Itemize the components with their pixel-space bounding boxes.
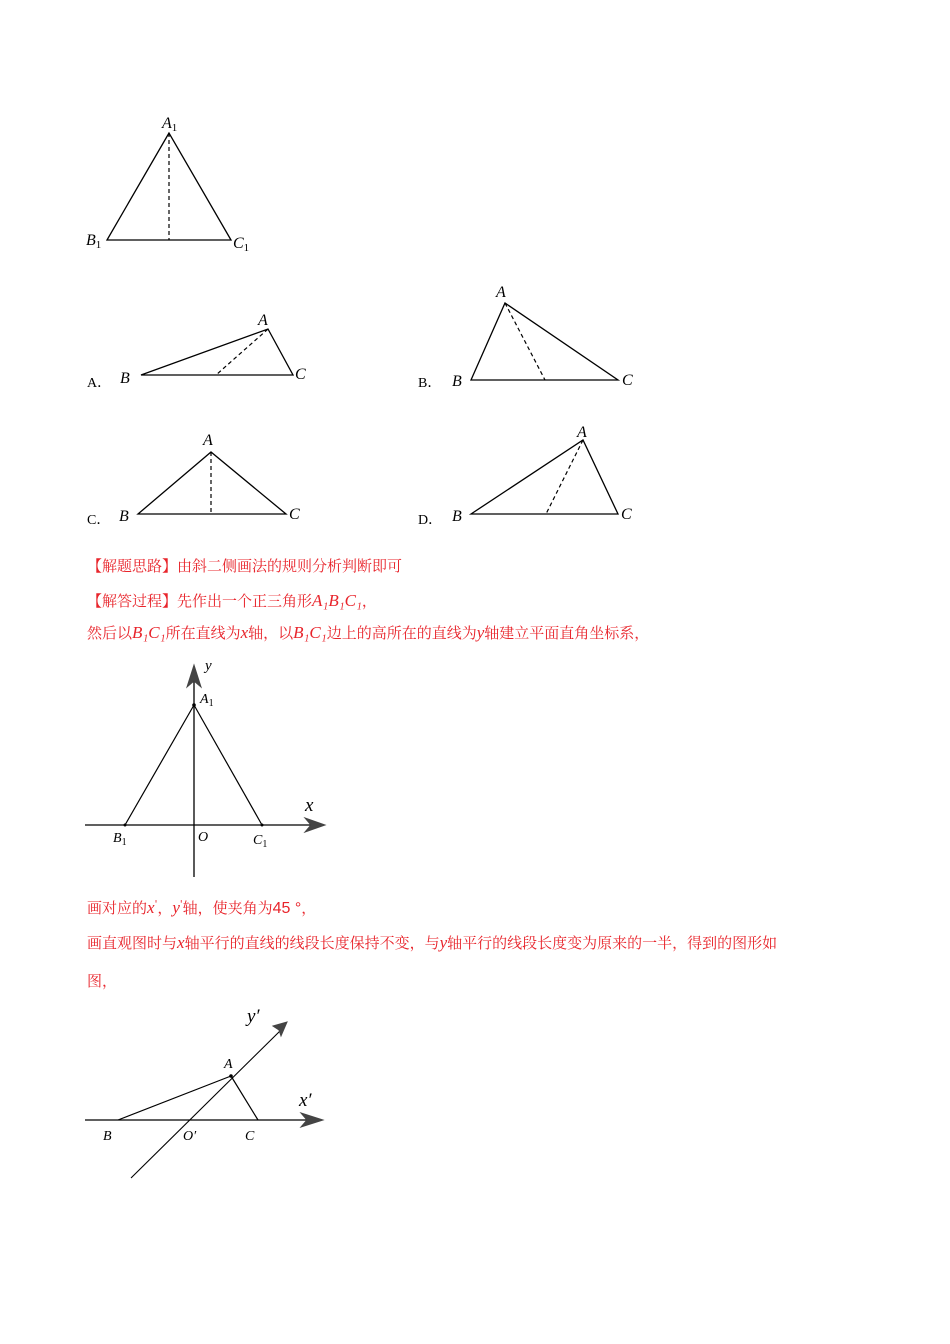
line2-e: 轴建立平面直角坐标系， xyxy=(484,624,650,642)
solution-process xyxy=(87,590,377,611)
axes-right-label: $C_1$ xyxy=(253,833,268,850)
solution-line4 xyxy=(87,932,777,953)
oblique-origin-label: O′ xyxy=(183,1129,197,1144)
idea-tag: 【解题思路】 xyxy=(87,557,178,575)
line3-y-prime: ' xyxy=(179,899,183,910)
axes-left-label: $B_1$ xyxy=(113,831,127,848)
option-d-label-apex: A xyxy=(577,424,587,441)
process-text: 先作出一个正三角形 xyxy=(177,592,313,610)
option-c-label-c: C xyxy=(289,506,300,523)
option-a-label-c: C xyxy=(295,366,306,383)
option-d-figure xyxy=(440,420,660,530)
solution-idea xyxy=(87,555,402,576)
process-triangle: A₁B₁C₁ xyxy=(312,591,362,610)
oblique-right-label: C xyxy=(245,1129,255,1144)
option-c-label-apex: A xyxy=(203,432,213,449)
option-a-label-b: B xyxy=(120,370,130,387)
oblique-left-label: B xyxy=(103,1129,112,1144)
option-b-label-c: C xyxy=(622,372,633,389)
axis-y-label: y xyxy=(205,658,212,674)
line3-b: 轴，使夹角为 xyxy=(182,899,273,917)
axes-apex-label: $A_1$ xyxy=(200,692,214,709)
oblique-y-label: y′ xyxy=(247,1006,260,1027)
solution-line2 xyxy=(87,622,649,643)
line4-x: x xyxy=(177,933,185,952)
process-tag: 【解答过程】 xyxy=(87,592,178,610)
label-c1: C1 xyxy=(233,235,250,254)
line3-x-prime: ' xyxy=(154,899,158,910)
option-b-label-b: B xyxy=(452,373,462,390)
option-d-label-b: B xyxy=(452,508,462,525)
axis-x-label: x xyxy=(305,795,314,816)
label-b1: B1 xyxy=(86,232,102,251)
line2-x: x xyxy=(240,623,249,642)
line3-y: y xyxy=(172,898,180,917)
option-a-label-apex: A xyxy=(258,312,268,329)
idea-text: 由斜二侧画法的规则分析判断即可 xyxy=(177,557,403,575)
oblique-apex-label: A xyxy=(224,1057,233,1072)
option-b-figure xyxy=(440,275,660,395)
line3-x: x xyxy=(147,898,155,917)
line2-b1c1-second: B₁C₁ xyxy=(293,623,327,642)
top-triangle-figure xyxy=(80,110,270,260)
line4-b: 轴平行的直线的线段长度保持不变，与 xyxy=(184,934,440,952)
label-a1: A1 xyxy=(162,115,178,134)
oblique-figure xyxy=(85,1000,345,1190)
line2-c: 轴，以 xyxy=(248,624,294,642)
line3-a: 画对应的 xyxy=(87,899,148,917)
option-c-figure xyxy=(110,425,330,525)
solution-line5: 图， xyxy=(87,972,118,990)
option-c-label[interactable]: C． xyxy=(87,513,111,528)
option-a-figure xyxy=(110,300,330,400)
line2-d: 边上的高所在的直线为 xyxy=(326,624,477,642)
option-a-label[interactable]: A． xyxy=(87,376,112,391)
axes-figure xyxy=(85,655,345,885)
process-end: ， xyxy=(361,592,377,610)
line3-angle: 45 ° xyxy=(272,900,302,917)
line3-sep: ， xyxy=(157,899,173,917)
line2-a: 然后以 xyxy=(87,624,133,642)
option-d-label[interactable]: D． xyxy=(418,513,443,528)
line4-a: 画直观图时与 xyxy=(87,934,178,952)
line2-b1c1: B₁C₁ xyxy=(132,623,166,642)
line4-c: 轴平行的线段长度变为原来的一半，得到的图形如 xyxy=(447,934,778,952)
solution-line3 xyxy=(87,897,316,918)
option-d-label-c: C xyxy=(621,506,632,523)
line2-y: y xyxy=(476,623,485,642)
line3-end: ， xyxy=(301,899,317,917)
oblique-x-label: x′ xyxy=(299,1090,312,1111)
option-b-label[interactable]: B． xyxy=(418,376,442,391)
option-b-label-apex: A xyxy=(496,284,506,301)
line2-b: 所在直线为 xyxy=(165,624,241,642)
axes-origin-label: O xyxy=(198,830,209,845)
option-c-label-b: B xyxy=(119,508,129,525)
line4-y: y xyxy=(439,933,448,952)
